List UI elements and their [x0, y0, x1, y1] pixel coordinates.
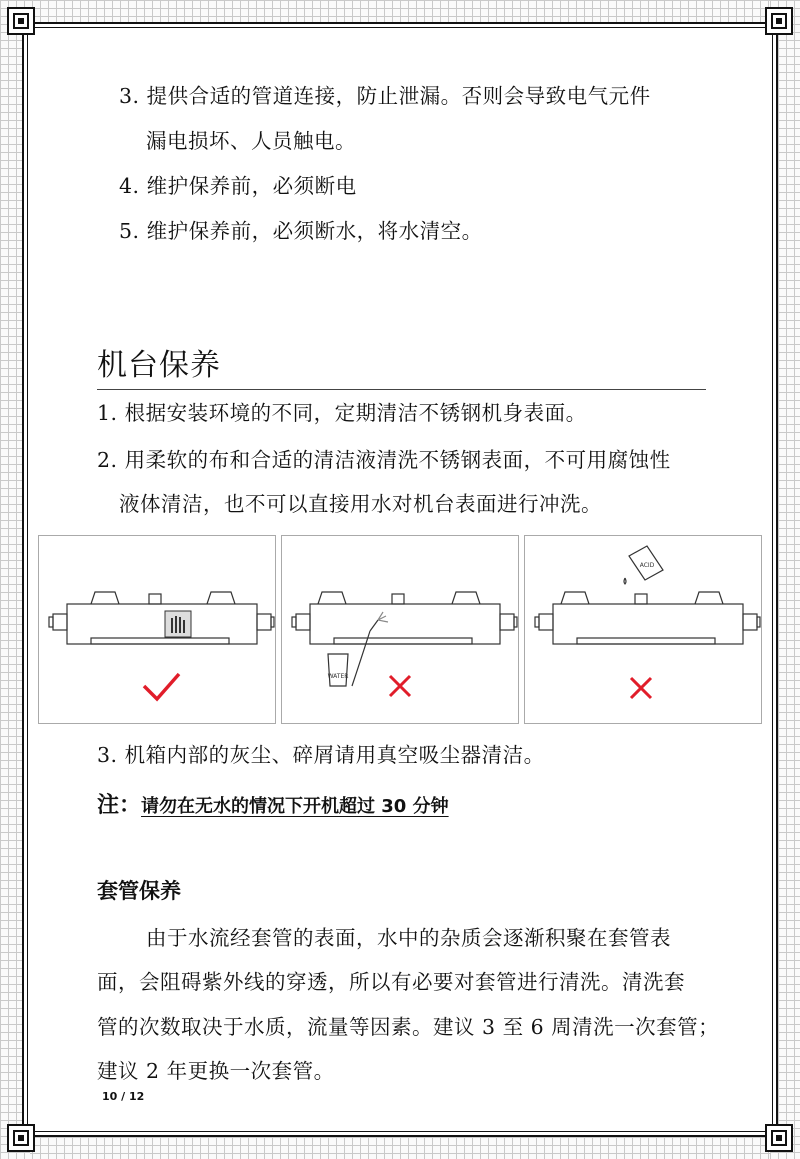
section-divider: [97, 389, 706, 390]
section-title-sleeve-maintenance: 套管保养: [97, 879, 181, 903]
cross-icon: [390, 676, 410, 696]
maintenance-item-1: 1. 根据安装环境的不同，定期清洁不锈钢机身表面。: [97, 401, 587, 425]
checkmark-icon: [144, 674, 179, 699]
maintenance-item-2-line2: 液体清洁，也不可以直接用水对机台表面进行冲洗。: [119, 492, 602, 516]
list-item-3-line2: 漏电损坏、人员触电。: [146, 129, 356, 153]
section-title-machine-maintenance: 机台保养: [97, 348, 221, 383]
water-label: WATER: [327, 673, 349, 680]
maintenance-item-3: 3. 机箱内部的灰尘、碎屑请用真空吸尘器清洁。: [97, 743, 545, 767]
corner-ornament-top-right: [764, 6, 794, 36]
maintenance-item-2-line1: 2. 用柔软的布和合适的清洁液清洗不锈钢表面，不可用腐蚀性: [97, 448, 671, 472]
list-item-4: 4. 维护保养前，必须断电: [119, 174, 357, 198]
cross-icon: [631, 678, 651, 698]
corner-ornament-top-left: [6, 6, 36, 36]
sleeve-paragraph-line4: 建议 2 年更换一次套管。: [97, 1059, 335, 1083]
sleeve-paragraph-line2: 面，会阻碍紫外线的穿透，所以有必要对套管进行清洗。清洗套: [97, 970, 685, 994]
uv-unit-drawing: [49, 592, 274, 644]
illustration-rinse-wrong: [281, 535, 519, 724]
illustration-acid-wrong: [524, 535, 762, 724]
sleeve-paragraph-line3: 管的次数取决于水质，流量等因素。建议 3 至 6 周清洗一次套管；: [97, 1015, 720, 1039]
note-text: 请勿在无水的情况下开机超过 30 分钟: [141, 796, 449, 817]
sleeve-paragraph-line1: 由于水流经套管的表面，水中的杂质会逐渐积聚在套管表: [146, 926, 671, 950]
cloth-hand-icon: [165, 611, 191, 637]
corner-ornament-bottom-right: [764, 1123, 794, 1153]
illustration-wipe-correct: [38, 535, 276, 724]
list-item-3-line1: 3. 提供合适的管道连接，防止泄漏。否则会导致电气元件: [119, 84, 651, 108]
note-label: 注：: [97, 793, 142, 818]
warning-note: [97, 788, 449, 819]
corner-ornament-bottom-left: [6, 1123, 36, 1153]
list-item-5: 5. 维护保养前，必须断水，将水清空。: [119, 219, 483, 243]
acid-label: ACID: [639, 562, 655, 569]
page-number: 10 / 12: [102, 1090, 145, 1103]
